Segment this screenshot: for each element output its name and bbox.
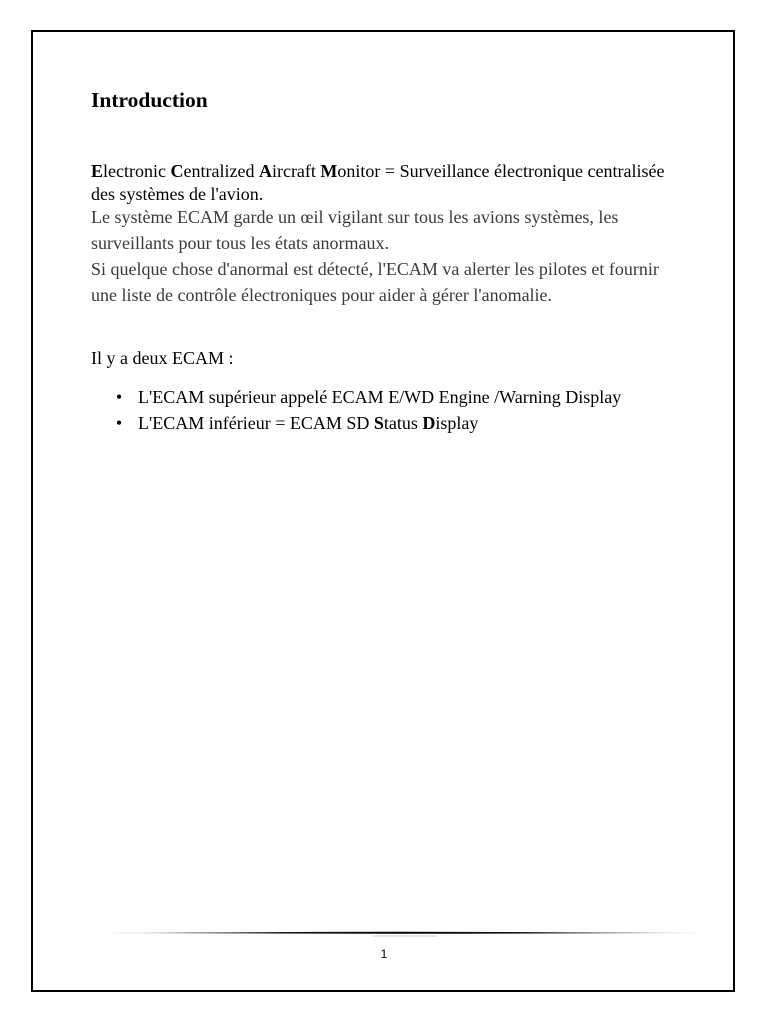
ecam-definition — [91, 160, 671, 206]
acronym-rest-centralized: entralized — [183, 161, 259, 181]
footer-divider — [103, 928, 707, 938]
page-number: 1 — [380, 947, 388, 961]
acronym-initial-c: C — [170, 161, 184, 181]
acronym-initial-a: A — [258, 161, 272, 181]
acronym-initial-e: E — [91, 161, 104, 181]
acronym-rest-aircraft: ircraft — [271, 161, 321, 181]
acronym-rest-electronic: lectronic — [103, 161, 171, 181]
bullet-icon: • — [115, 387, 123, 407]
list-item — [112, 410, 652, 436]
ecam-description — [91, 204, 671, 308]
acronym-rest-monitor: onitor — [337, 161, 381, 181]
status-initial: S — [373, 413, 384, 433]
display-initial: D — [422, 413, 436, 433]
description-paragraph-2: Si quelque chose d'anormal est détecté, l'ECAM va alerter les pilotes et fournir une liste de contrôle électroniques pour aider à gérer l'anomalie. — [91, 259, 659, 305]
definition-translation: = Surveillance électronique centralisée des systèmes de l'avion. — [91, 161, 665, 204]
list-item-upper-ecam: L'ECAM supérieur appelé ECAM E/WD Engine /Warning Display — [138, 387, 622, 407]
status-rest: tatus — [383, 413, 423, 433]
ecam-count-text: Il y a deux ECAM : — [91, 348, 234, 368]
ecam-list — [112, 384, 652, 436]
acronym-initial-m: M — [320, 161, 338, 181]
list-item-lower-ecam-prefix: L'ECAM inférieur = ECAM SD — [138, 413, 374, 433]
bullet-icon: • — [115, 413, 123, 433]
list-item — [112, 384, 652, 410]
page-title: Introduction — [91, 88, 208, 112]
display-rest: isplay — [435, 413, 479, 433]
description-paragraph-1: Le système ECAM garde un œil vigilant sur tous les avions systèmes, les surveillants pour tous les états anormaux. — [91, 207, 619, 253]
